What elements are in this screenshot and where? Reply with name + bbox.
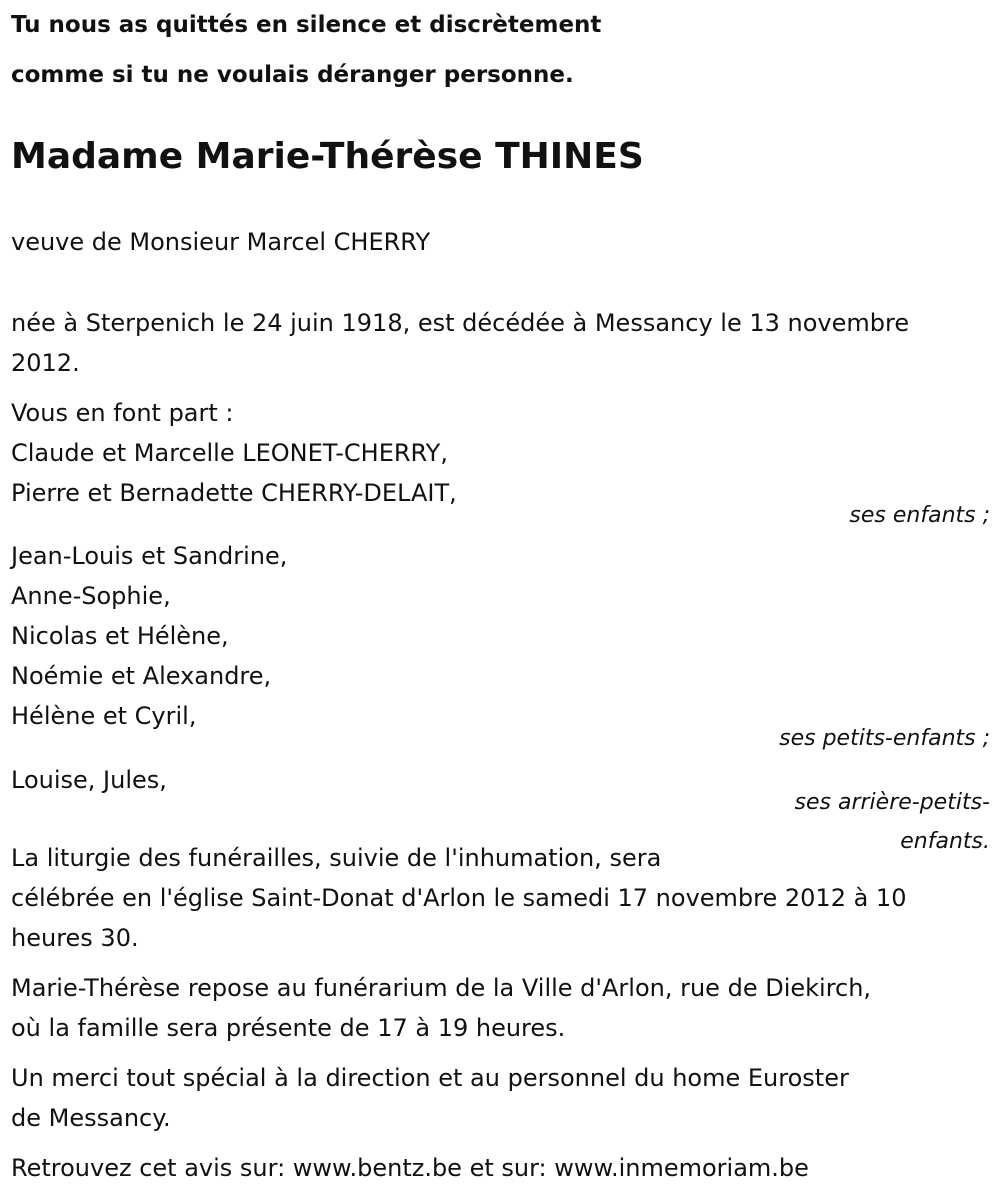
grandchild-name: Jean-Louis et Sandrine, bbox=[11, 542, 288, 570]
birth-death-line-2: 2012. bbox=[11, 349, 80, 377]
funeral-line-1: La liturgie des funérailles, suivie de l'inhumation, sera bbox=[11, 844, 662, 872]
repose-line-2: où la famille sera présente de 17 à 19 heures. bbox=[11, 1014, 566, 1042]
funeral-line-2: célébrée en l'église Saint-Donat d'Arlon le samedi 17 novembre 2012 à 10 bbox=[11, 884, 907, 912]
widow-of: veuve de Monsieur Marcel CHERRY bbox=[11, 228, 431, 256]
grandchild-name: Anne-Sophie, bbox=[11, 582, 171, 610]
great-grandchildren-label-line-2: enfants. bbox=[900, 829, 990, 854]
grandchild-name: Noémie et Alexandre, bbox=[11, 662, 272, 690]
birth-death-line-1: née à Sterpenich le 24 juin 1918, est décédée à Messancy le 13 novembre bbox=[11, 309, 910, 337]
deceased-name: Madame Marie-Thérèse THINES bbox=[11, 136, 644, 177]
thanks-line-1: Un merci tout spécial à la direction et au personnel du home Euroster bbox=[11, 1064, 849, 1092]
funeral-line-3: heures 30. bbox=[11, 924, 139, 952]
grandchild-name: Nicolas et Hélène, bbox=[11, 622, 229, 650]
thanks-line-2: de Messancy. bbox=[11, 1104, 171, 1132]
great-grandchild-name: Louise, Jules, bbox=[11, 766, 167, 794]
child-name: Pierre et Bernadette CHERRY-DELAIT, bbox=[11, 479, 457, 507]
footer-links: Retrouvez cet avis sur: www.bentz.be et sur: www.inmemoriam.be bbox=[11, 1154, 809, 1182]
children-label: ses enfants ; bbox=[849, 503, 990, 528]
epigraph-line-1: Tu nous as quittés en silence et discrètement bbox=[11, 12, 602, 38]
announcement-intro: Vous en font part : bbox=[11, 399, 234, 427]
epigraph-line-2: comme si tu ne voulais déranger personne. bbox=[11, 62, 574, 88]
grandchild-name: Hélène et Cyril, bbox=[11, 702, 197, 730]
repose-line-1: Marie-Thérèse repose au funérarium de la Ville d'Arlon, rue de Diekirch, bbox=[11, 974, 872, 1002]
grandchildren-label: ses petits-enfants ; bbox=[779, 726, 990, 751]
child-name: Claude et Marcelle LEONET-CHERRY, bbox=[11, 439, 448, 467]
great-grandchildren-label-line-1: ses arrière-petits- bbox=[794, 790, 990, 815]
